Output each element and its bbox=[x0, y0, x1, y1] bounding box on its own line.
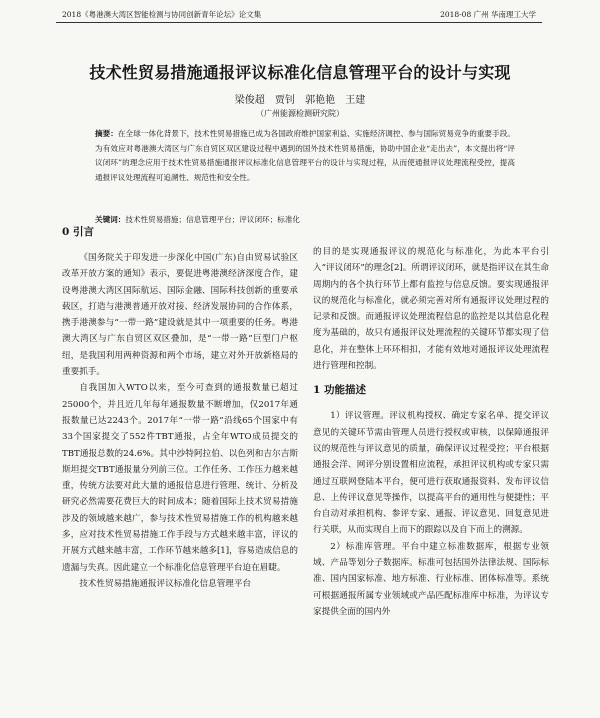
authors: 梁俊超 贾钊 郭艳艳 王建 bbox=[234, 95, 366, 106]
keywords-text: 技术性贸易措施；信息管理平台；评议闭环；标准化 bbox=[125, 215, 301, 224]
left-column bbox=[62, 224, 298, 592]
function-paragraph-2: 2）标准库管理。平台中建立标准数据库，根据专业领域、产品等划分子数据库。标准可包括国外法律法规、国际标准、国内国家标准、地方标准、行业标准、团体标准等。系统可根据通报所属专业领域或产品匹配标准库中标准，为评议专家提供全面的国内外 bbox=[313, 541, 549, 617]
running-header bbox=[62, 8, 536, 21]
right-column bbox=[313, 244, 549, 620]
keywords-label: 关键词： bbox=[95, 215, 126, 224]
intro-paragraph-3: 技术性贸易措施通报评议标准化信息管理平台 bbox=[79, 578, 252, 589]
header-right: 2018-08 广州 华南理工大学 bbox=[440, 10, 536, 19]
intro-paragraph-2: 自我国加入WTO以来，至今可查到的通报数量已超过25000个，并且近几年每年通报数量不断增加，仅2017年通报数量已达2243个。2017年“一带一路”沿线65个国家中有33个国家提交了552件TBT通报，占全年WTO成员提交的TBT通报总数的24.6%。其中沙特阿拉伯、以色列和吉尔吉斯斯坦提交TBT通报量分列前三位。工作任务、工作压力越来越重，传统方法要对此大量的通报信息进行管理、统计、分析及研究必然需要花费巨大的时间成本；随着国际上技术贸易措施涉及的领域越来越广，参与技术性贸易措施工作的机构越来越多，应对技术性贸易措施工作手段与方式越来越丰富，评议的开展方式越来越丰富，工作环节越来越多[1]，容易造成信息的遗漏与失真。因此建立一个标准化信息管理平台迫在眉睫。 bbox=[62, 383, 298, 573]
abstract-label: 摘要： bbox=[95, 129, 118, 138]
intro-paragraph-1: 《国务院关于印发进一步深化中国(广东)自由贸易试验区改革开放方案的通知》表示，要促进粤港澳经济深度合作，建设粤港澳大湾区国际航运、国际金融、国际科技创新的重要承载区，打造与港澳普通开放对接、经济发展协同的合作体系，携手港澳参与“一带一路”建设就是其中一项重要的任务。粤港澳大湾区与广东自贸区双区叠加，是“一带一路”巨型门户枢纽，是我国利用两种资源和两个市场，建立对外开放新格局的重要抓手。 bbox=[62, 253, 298, 378]
paper-title: 技术性贸易措施通报评议标准化信息管理平台的设计与实现 bbox=[89, 63, 511, 82]
affiliation: （广州能源检测研究院） bbox=[256, 109, 344, 118]
abstract bbox=[95, 127, 515, 185]
section-function-title: 1 功能描述 bbox=[313, 384, 366, 397]
header-left: 2018《粤港澳大湾区智能检测与协同创新青年论坛》论文集 bbox=[62, 10, 262, 19]
function-paragraph-1: 1）评议管理。评议机构授权、确定专家名单、提交评议意见的关键环节需由管理人员进行授权或审核，以保障通报评议的规范性与评议意见的质量，确保评议过程受控；平台根据通报会洋、网评分别设置相应流程，承担评议机构或专家只需通过互联网登陆本平台，便可进行获取通报资料、发布评议信息、上传评议意见等操作，以提高平台的通用性与便捷性；平台自动对承担机构、参评专家、通报、评议意见、回复意见进行关联，从而实现自上而下的跟踪以及自下而上的溯源。 bbox=[313, 411, 549, 536]
section-intro-title: 0 引言 bbox=[62, 226, 94, 238]
abstract-text: 在全球一体化背景下，技术性贸易措施已成为各国政府维护国家利益、实施经济调控、参与国际贸易竞争的重要手段。为有效应对粤港澳大湾区与广东自贸区双区建设过程中遇到的国外技术性贸易措施，协助中国企业“走出去”，本文提出将“评议闭环”的理念应用于技术性贸易措施通报评议标准化信息管理平台的设计与实现过程，从而使通报评议处理流程受控，提高通报评议处理流程可追溯性、规范性和安全性。 bbox=[95, 129, 516, 182]
intro-continued: 的目的是实现通报评议的规范化与标准化，为此本平台引入“评议闭环”的理念[2]。所谓评议闭环，就是指评议在其生命周期内的各个执行环节上都有监控与信息反馈。要实现通报评议的规范化与标准化，就必须完善对所有通报评议处理过程的记录和反馈。而通报评议处理流程信息的监控是以其信息化程度为基础的，故只有通报评议处理流程的关键环节都实现了信息化，并在整体上环环相扣，才能有效地对通报评议处理流程进行管理和控制。 bbox=[313, 247, 549, 372]
header-rule bbox=[56, 22, 542, 23]
